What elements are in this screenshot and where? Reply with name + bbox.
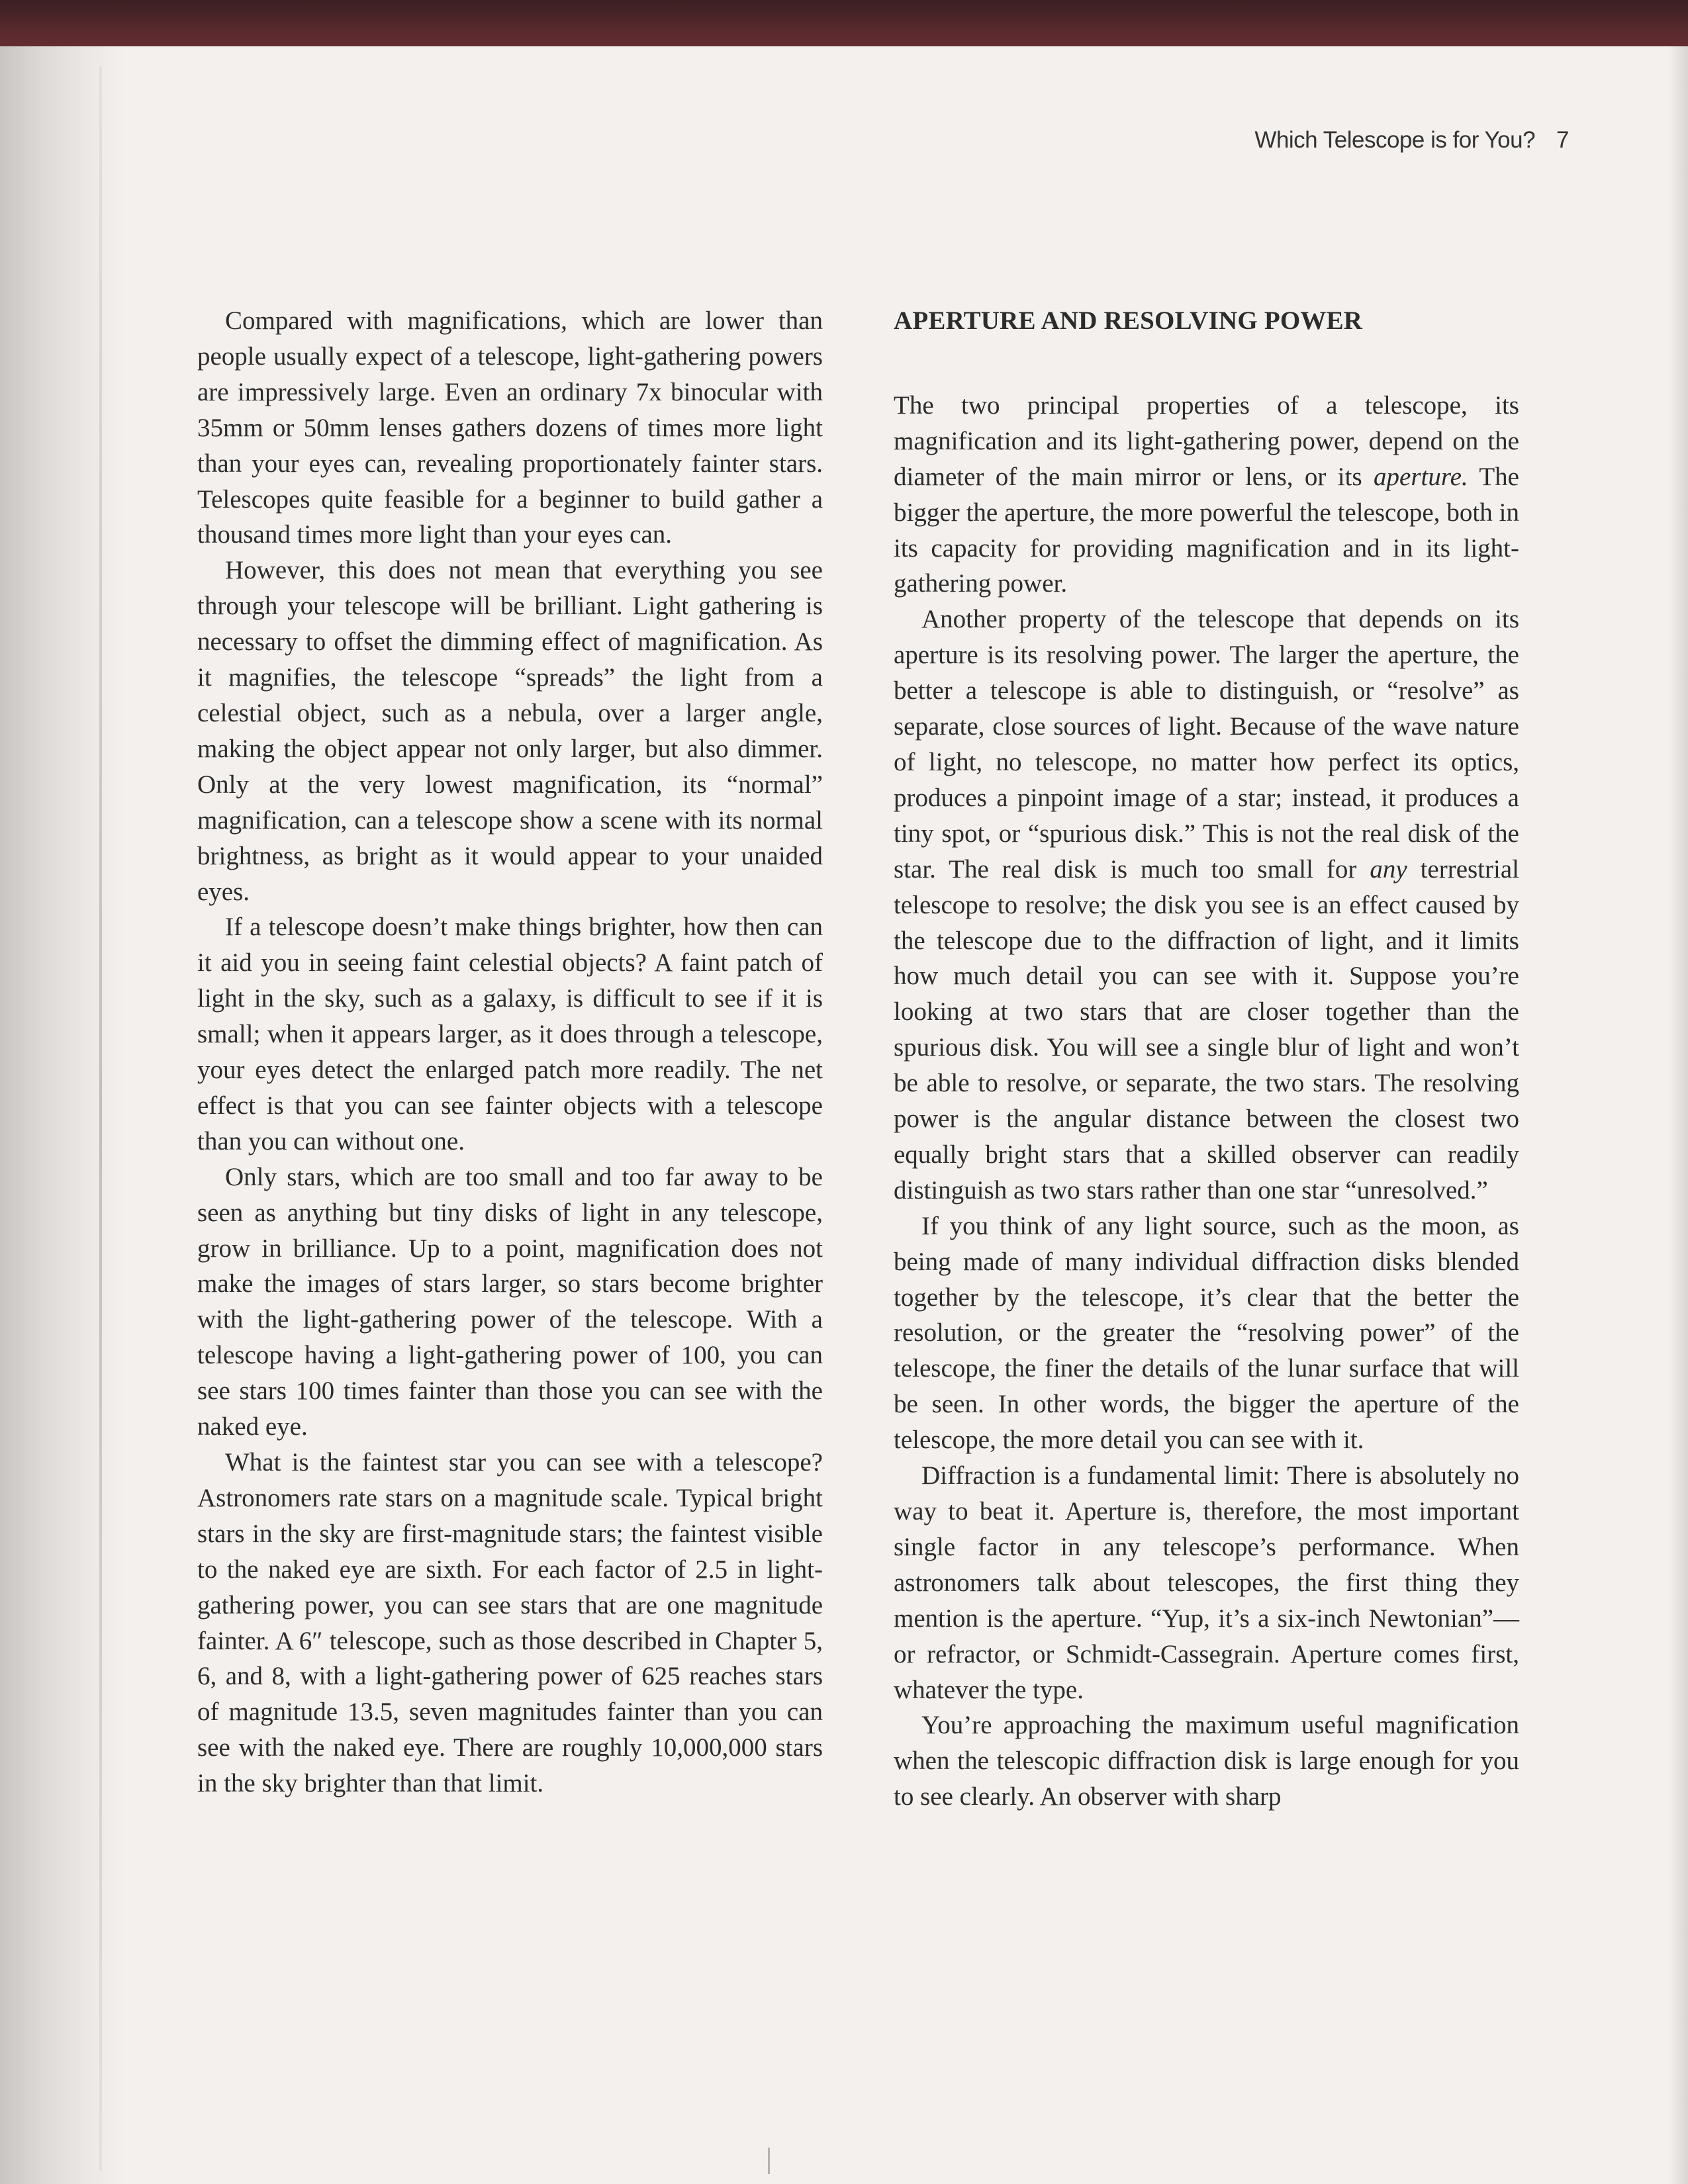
italic-term: aperture. [1374,462,1468,491]
paragraph: If you think of any light source, such as the moon, as being made of many individual diffraction disks blended together by the telescope, it’s clear that the better the resolution, or the greater the “resolving power” of the telescope, the finer the details of the lunar surface that will be seen. In other words, the bigger the aperture of the telescope, the more detail you can see with it. [894,1211,1519,1455]
paragraph: What is the faintest star you can see with a telescope? Astronomers rate stars on a magnitude scale. Typical bright stars in the sky are first-magnitude stars; the faintest visible to the naked eye are sixth. For each factor of 2.5 in light-gathering power, you can see stars that are one magnitude fainter. A 6″ telescope, such as those described in Chapter 5, 6, and 8, with a light-gathering power of 625 reaches stars of magnitude 13.5, seven magnitudes fainter than you can see with the naked eye. There are roughly 10,000,000 stars in the sky brighter than that limit. [197,1448,823,1798]
paragraph [894,602,1519,1208]
page-fold [99,66,102,2171]
page-edge-shadow [1668,46,1688,2184]
paragraph [894,388,1519,602]
italic-term: any [1370,854,1407,884]
paragraph: Diffraction is a fundamental limit: There is absolutely no way to beat it. Aperture is, therefore, the most important single factor in any telescope’s performance. When astronomers talk about telescopes, the first thing they mention is the aperture. “Yup, it’s a six-inch Newtonian”—or refractor, or Schmidt-Cassegrain. Aperture comes first, whatever the type. [894,1461,1519,1704]
paragraph: You’re approaching the maximum useful magnification when the telescopic diffraction disk is large enough for you to see clearly. An observer with sharp [894,1711,1519,1811]
paragraph: Only stars, which are too small and too far away to be seen as anything but tiny disks of light in any telescope, grow in brilliance. Up to a point, magnification does not make the images of stars larger, so stars become brighter with the light-gathering power of the telescope. With a telescope having a light-gathering power of 100, you can see stars 100 times fainter than those you can see with the naked eye. [197,1162,823,1441]
running-title: Which Telescope is for You? [1254,127,1536,153]
running-head [1254,127,1569,154]
paragraph: If a telescope doesn’t make things brighter, how then can it aid you in seeing faint celestial objects? A faint patch of light in the sky, such as a galaxy, is difficult to see if it is small; when it appears larger, as it does through a telescope, your eyes detect the enlarged patch more readily. The net effect is that you can see fainter objects with a telescope than you can without one. [197,913,823,1156]
paragraph: However, this does not mean that everything you see through your telescope will be brilliant. Light gathering is necessary to offset the dimming effect of magnification. As it magnifies, the telescope “spreads” the light from a celestial object, such as a nebula, over a larger angle, making the object appear not only larger, but also dimmer. Only at the very lowest magnification, its “normal” magnification, can a telescope show a scene with its normal brightness, as bright as it would appear to your unaided eyes. [197,556,823,906]
left-column [197,303,823,1801]
text-run: The bigger the aperture, the more powerful the telescope, both in its capacity for providing magnification and in its light-gathering power. [894,462,1519,598]
page-number: 7 [1556,127,1569,153]
text-run: terrestrial telescope to resolve; the disk you see is an effect caused by the telescope due to the diffraction of light, and it limits how much detail you can see with it. Suppose you’re looking at two stars that are closer together than the spurious disk. You will see a single blur of light and won’t be able to resolve, or separate, the two stars. The resolving power is the angular distance between the closest two equally bright stars that a skilled observer can readily distinguish as two stars rather than one star “unresolved.” [894,854,1519,1205]
section-heading: APERTURE AND RESOLVING POWER [894,306,1363,335]
text-run: Another property of the telescope that depends on its aperture is its resolving power. The larger the aperture, the better a telescope is able to distinguish, or “resolve” as separate, close sources of light. Because of the wave nature of light, no telescope, no matter how perfect its optics, produces a pinpoint image of a star; instead, it produces a tiny spot, or “spurious disk.” This is not the real disk of the star. The real disk is much too small for [894,605,1519,884]
right-column [894,303,1519,1815]
page-mark [768,2148,770,2174]
gutter-shadow [0,46,126,2184]
paragraph: Compared with magnifications, which are lower than people usually expect of a telescope, light-gathering powers are impressively large. Even an ordinary 7x binocular with 35mm or 50mm lenses gathers dozens of times more light than your eyes can, revealing proportionately fainter stars. Telescopes quite feasible for a beginner to build gather a thousand times more light than your eyes can. [197,306,823,549]
text-run: The two principal properties of a telescope, its magnification and its light-gathering power, depend on the diameter of the main mirror or lens, or its [894,390,1519,491]
